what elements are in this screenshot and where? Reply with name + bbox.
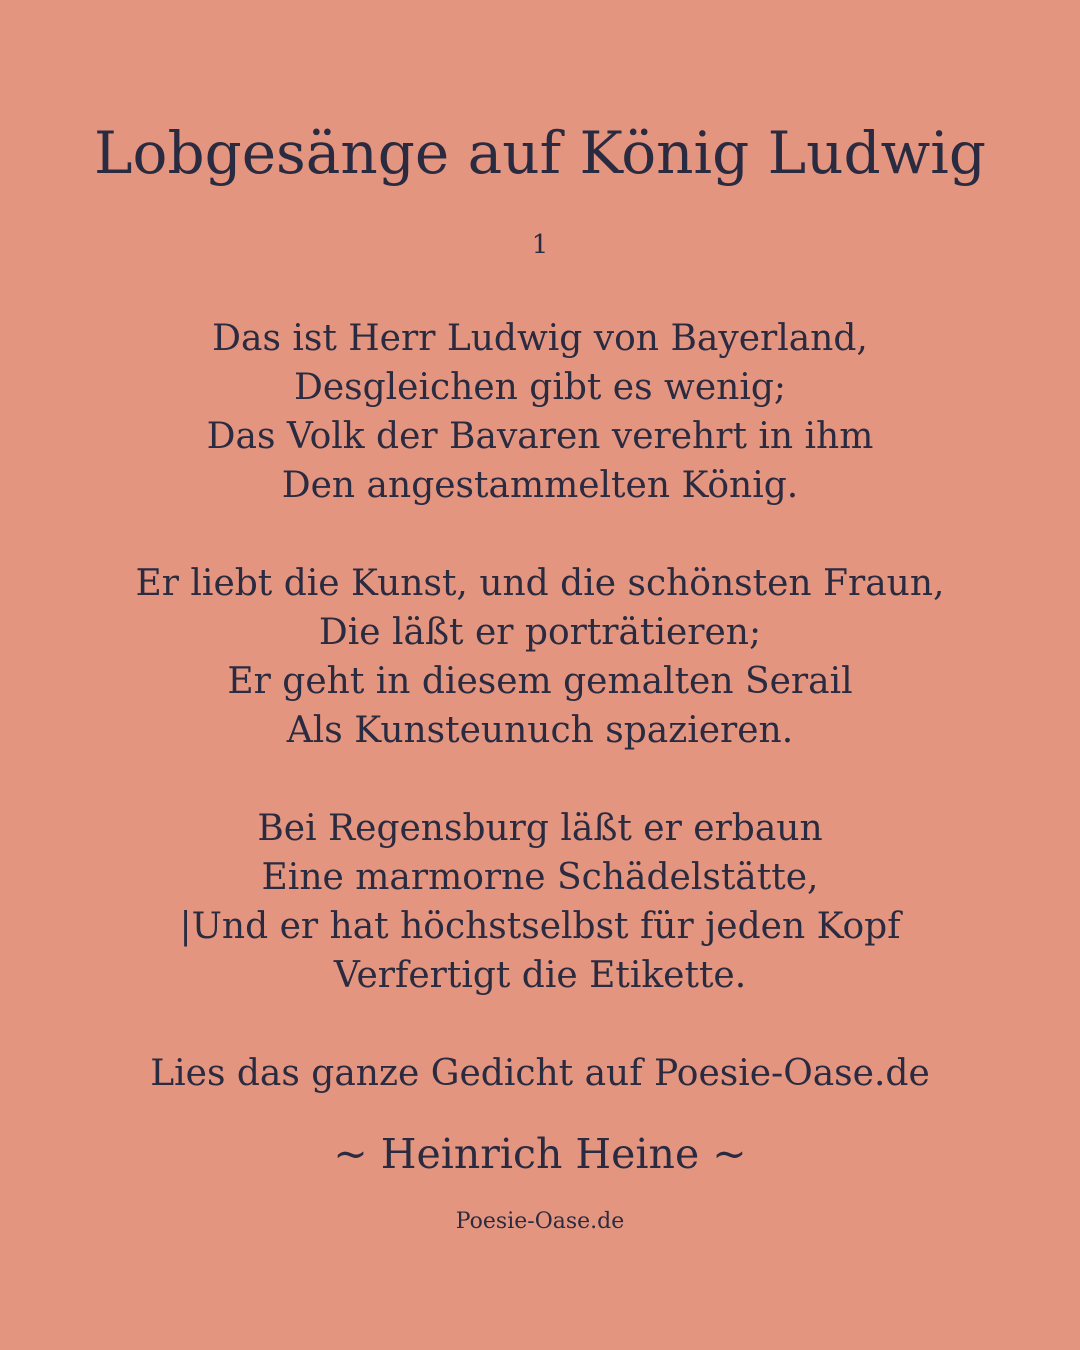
- stanza-3: [0, 804, 1080, 1000]
- site-footer: Poesie-Oase.de: [455, 1209, 625, 1234]
- stanza-line: |Und er hat höchstselbst für jeden Kopf: [179, 906, 901, 947]
- stanza-line: Als Kunsteunuch spazieren.: [286, 710, 794, 751]
- stanza-1: [0, 314, 1080, 510]
- section-number: 1: [531, 230, 549, 260]
- stanza-line: Eine marmorne Schädelstätte,: [261, 857, 819, 898]
- stanza-line: Verfertigt die Etikette.: [333, 955, 747, 996]
- stanza-line: Das Volk der Bavaren verehrt in ihm: [206, 416, 874, 457]
- stanza-line: Er liebt die Kunst, und die schönsten Fraun,: [135, 563, 945, 604]
- stanza-2: [0, 559, 1080, 755]
- stanza-line: Er geht in diesem gemalten Serail: [227, 661, 853, 702]
- stanza-line: Desgleichen gibt es wenig;: [293, 367, 787, 408]
- stanza-line: Den angestammelten König.: [281, 465, 799, 506]
- author-name: ~ Heinrich Heine ~: [333, 1130, 747, 1178]
- stanza-line: Bei Regensburg läßt er erbaun: [257, 808, 823, 849]
- poem-title: Lobgesänge auf König Ludwig: [94, 119, 986, 187]
- read-full-poem-text: Lies das ganze Gedicht auf Poesie-Oase.de: [150, 1053, 930, 1094]
- stanza-line: Das ist Herr Ludwig von Bayerland,: [212, 318, 868, 359]
- stanza-line: Die läßt er porträtieren;: [318, 612, 762, 653]
